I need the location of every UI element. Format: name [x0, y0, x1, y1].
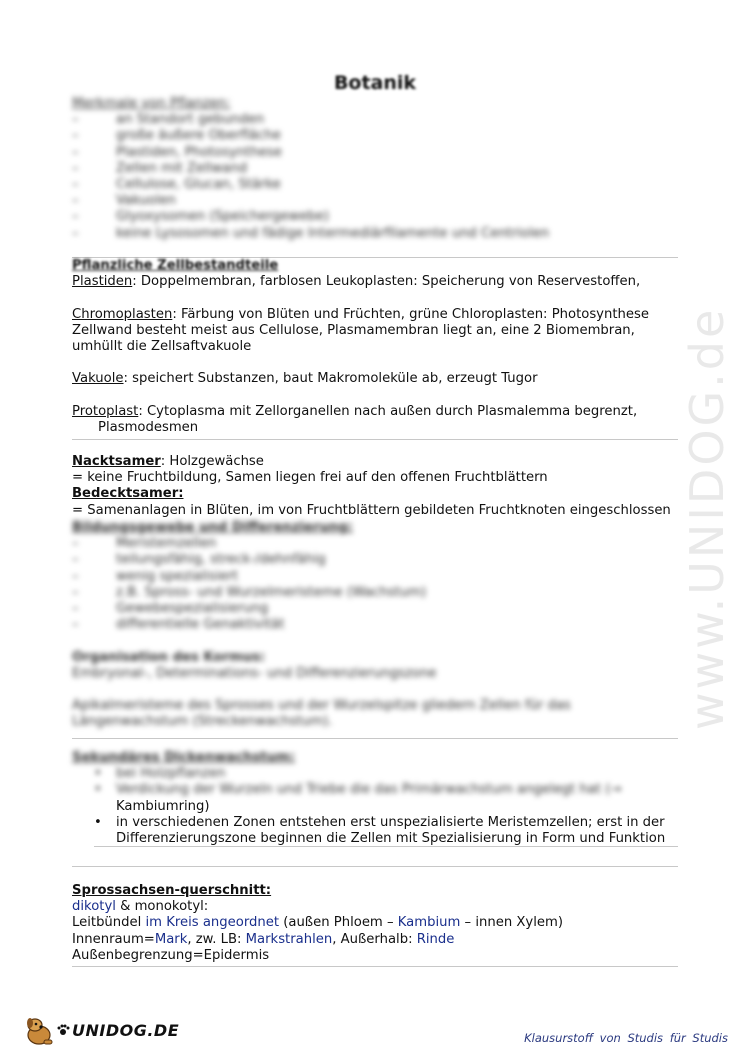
list-item-text: differentielle Genaktivität — [116, 617, 285, 633]
section-merkmale — [72, 96, 682, 242]
list-item-text: Plastiden, Photosynthese — [116, 144, 282, 160]
spross-text: – innen Xylem) — [460, 915, 563, 931]
divider — [72, 738, 678, 739]
list-item — [72, 601, 682, 617]
spross-line-2 — [72, 915, 682, 931]
proto-line-2: Plasmodesmen — [98, 419, 199, 435]
list-item: • Verdickung der Wurzeln und Triebe die das Primärwachstum angelegt hat (→ Kambiumring) — [72, 782, 682, 814]
chromo-line — [72, 307, 682, 323]
vakuole-line — [72, 371, 682, 387]
list-item — [72, 128, 682, 144]
section-sprossachsen — [72, 883, 682, 964]
watermark — [640, 290, 750, 730]
list-item-text: Glyoxysomen (Speichergewebe) — [116, 209, 329, 225]
dash-bullet: – — [72, 552, 79, 568]
list-item — [72, 161, 682, 177]
section-dickenwachstum — [72, 750, 682, 847]
bedeckt-term: Bedecktsamer: — [72, 486, 184, 502]
section-samer — [72, 454, 682, 519]
kormus-heading: Organisation des Kormus: — [72, 649, 266, 665]
dash-bullet: – — [72, 617, 79, 633]
watermark-text: www.UNIDOG.de — [680, 306, 734, 730]
paw-icon — [56, 1023, 70, 1037]
plastiden-term: Plastiden — [72, 274, 133, 290]
dash-bullet: – — [72, 536, 79, 552]
dash-bullet: – — [72, 209, 79, 225]
plastiden-line — [72, 274, 682, 290]
list-item — [72, 569, 682, 585]
dash-bullet: – — [72, 193, 79, 209]
kormus-line-2: Apikalmeristeme des Sprosses und der Wurzelspitze gliedern Zellen für das — [72, 698, 571, 714]
merkmale-heading: Merkmale von Pflanzen: — [72, 96, 231, 111]
dicken-bullet-1: bei Holzpflanzen — [116, 766, 226, 782]
divider — [72, 439, 678, 440]
spross-text: , zw. LB: — [187, 931, 246, 947]
dicken-heading: Sekundäres Dickenwachstum: — [72, 750, 296, 765]
list-item-text: Zellen mit Zellwand — [116, 160, 248, 176]
list-item-text: Meristemzellen — [116, 536, 217, 552]
spross-line-3 — [72, 932, 682, 948]
spross-line-4: Außenbegrenzung=Epidermis — [72, 947, 270, 963]
dash-bullet: – — [72, 225, 79, 241]
list-item — [72, 617, 682, 633]
kormus-line-3: Längenwachstum (Streckenwachstum). — [72, 714, 333, 730]
kormus-line-1: Embryonal-, Determinations- und Differenzierungszone — [72, 665, 437, 681]
unidog-logo[interactable] — [22, 1013, 179, 1047]
zell-heading: Pflanzliche Zellbestandteile — [72, 258, 279, 273]
dash-bullet: – — [72, 144, 79, 160]
nackt-line-2: = keine Fruchtbildung, Samen liegen frei auf den offenen Fruchtblättern — [72, 470, 548, 486]
dash-bullet: – — [72, 600, 79, 616]
list-item-text: große äußere Oberfläche — [116, 128, 281, 144]
list-item — [72, 226, 682, 242]
spross-highlight: Mark — [154, 931, 188, 947]
spross-text: Leitbündel — [72, 915, 146, 931]
list-item-text: teilungsfähig, streck-/dehnfähig — [116, 552, 326, 568]
logo-text: UNIDOG.DE — [72, 1020, 180, 1040]
dog-icon — [22, 1013, 56, 1047]
zellwand-line-1: Zellwand besteht meist aus Cellulose, Plasmamembran liegt an, eine 2 Biomembran, — [72, 322, 635, 338]
page-title: Botanik — [333, 72, 417, 94]
list-item — [72, 585, 682, 601]
chromo-text: : Färbung von Blüten und Früchten, grüne Chloroplasten: Photosynthese — [172, 306, 649, 322]
chromo-term: Chromoplasten — [72, 306, 173, 322]
spross-heading: Sprossachsen-querschnitt: — [72, 883, 272, 898]
spross-text: (außen Phloem – — [279, 915, 398, 931]
plastiden-text: : Doppelmembran, farblosen Leukoplasten: Speicherung von Reservestoffen, — [132, 274, 641, 290]
dicken-bullet-2-line-2: Kambiumring) — [116, 798, 210, 814]
footer-tagline: Klausurstoff von Studis für Studis — [524, 1031, 728, 1045]
spross-highlight: im Kreis angeordnet — [145, 915, 280, 931]
dikotyl-term: dikotyl — [72, 899, 116, 915]
list-item-text: keine Lysosomen und fädige Intermediärfilamente und Centriolen — [116, 225, 550, 241]
nackt-term: Nacktsamer — [72, 454, 161, 469]
dicken-bullet-2-line-1: Verdickung der Wurzeln und Triebe die das Primärwachstum angelegt hat (→ — [116, 782, 622, 798]
divider — [72, 966, 678, 967]
list-item-text: Cellulose, Glucan, Stärke — [116, 176, 281, 192]
list-item-text: Gewebespezialisierung — [116, 600, 269, 616]
list-item — [72, 177, 682, 193]
section-bildungsgewebe — [72, 520, 682, 730]
merkmale-list — [72, 112, 682, 242]
zellwand-line-2: umhüllt die Zellsaftvakuole — [72, 338, 252, 354]
list-item: • in verschiedenen Zonen entstehen erst unspezialisierte Meristemzellen; erst in der Differenzierungszone beginnen die Zellen mit Spezialisierung in Form und Funktion — [72, 815, 682, 847]
divider — [72, 866, 678, 867]
dash-bullet: – — [72, 160, 79, 176]
list-item-text: Vakuolen — [116, 193, 176, 209]
bildung-heading: Bildungsgewebe und Differenzierung: — [72, 520, 353, 535]
spross-highlight: Markstrahlen — [245, 931, 333, 947]
list-item — [72, 145, 682, 161]
proto-line — [72, 404, 682, 420]
divider — [94, 846, 678, 847]
list-item — [72, 193, 682, 209]
list-item — [72, 552, 682, 568]
vakuole-term: Vakuole — [72, 371, 124, 387]
spross-highlight: Rinde — [416, 931, 455, 947]
list-item — [72, 112, 682, 128]
list-item-text: an Standort gebunden — [116, 112, 265, 128]
spross-highlight: Kambium — [397, 915, 461, 931]
spross-text: & monokotyl: — [115, 899, 209, 915]
vakuole-text: : speichert Substanzen, baut Makromoleküle ab, erzeugt Tugor — [123, 371, 538, 387]
proto-term: Protoplast — [72, 403, 139, 419]
list-item-text: z.B. Spross- und Wurzelmeristeme (Wachstum) — [116, 584, 427, 600]
dash-bullet: – — [72, 128, 79, 144]
dash-bullet: – — [72, 112, 79, 128]
dash-bullet: – — [72, 568, 79, 584]
spross-text: , Außerhalb: — [332, 931, 417, 947]
list-item — [72, 536, 682, 552]
bedeckt-line-2: = Samenanlagen in Blüten, im von Fruchtblättern gebildeten Fruchtknoten eingeschlossen — [72, 502, 671, 518]
dash-bullet: – — [72, 176, 79, 192]
spross-text: Innenraum= — [72, 931, 155, 947]
dicken-bullet-3: in verschiedenen Zonen entstehen erst unspezialisierte Meristemzellen; erst in der Differenzierungszone beginnen die Zellen mit Spezialisierung in Form und Funktion — [116, 814, 666, 846]
nackt-text: : Holzgewächse — [160, 454, 264, 469]
spross-line-1 — [72, 899, 682, 915]
section-zellbestandteile — [72, 258, 682, 436]
list-item — [72, 209, 682, 225]
dash-bullet: – — [72, 584, 79, 600]
list-item-text: wenig spezialisiert — [116, 568, 239, 584]
bildung-list — [72, 536, 682, 633]
nackt-line — [72, 454, 682, 470]
list-item: • bei Holzpflanzen — [72, 766, 682, 782]
proto-text: : Cytoplasma mit Zellorganellen nach außen durch Plasmalemma begrenzt, — [138, 403, 638, 419]
